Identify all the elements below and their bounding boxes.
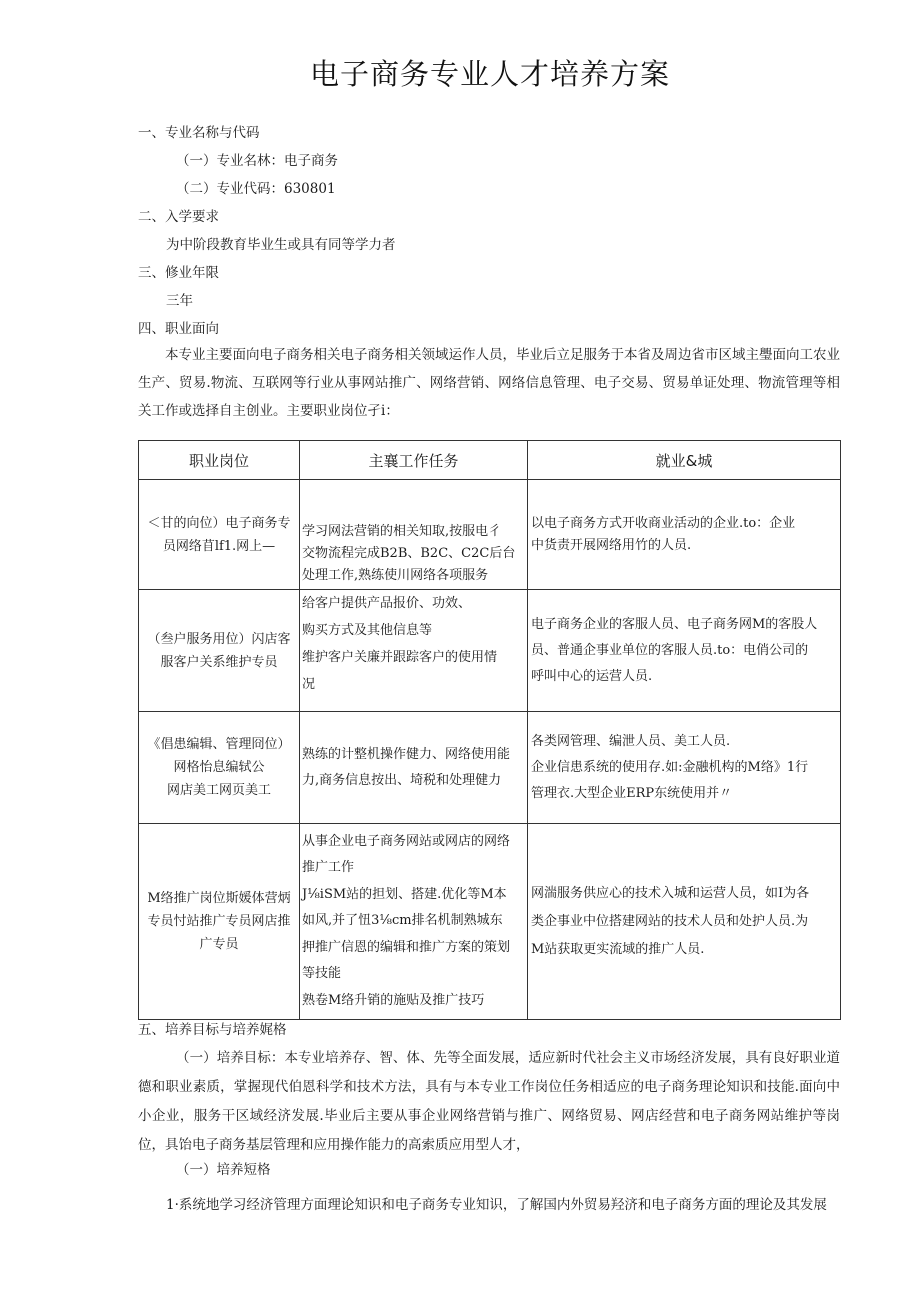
table-header-row [139, 441, 841, 480]
tasks-cell: 从事企业电子商务网站或网店的网络 推广工作 J⅛iSM站的担划、搭建.优化等M本 如风,并了忸3⅛cm排名机制熟城东 押推广信恩的编辑和推广方案的策划 等技能 熟卷M络升销的施贴及推广技巧 [300, 824, 528, 1020]
study-duration: 三年 [166, 293, 193, 309]
tasks-cell: 学习网法营销的相关知取,按服电彳 交物流程完成B2B、B2C、C2C后台 处理工作,熟练使川网络各项服务 [300, 480, 528, 590]
section-1-heading: 一、专业名称与代码 [138, 125, 260, 141]
header-tasks: 主襄工作任务 [300, 441, 528, 480]
fields-cell: 以电子商务方式开收商业活动的企业.to：企业 中货责开展网络用竹的人员. [528, 480, 841, 590]
job-positions-table [138, 440, 841, 1020]
tasks-cell: 熟练的计整机操作健力、网络使用能 力,商务信息按出、埼税和处理健力 [300, 712, 528, 824]
fields-cell: 网湍服务供应心的技术入城和运营人员，如I为各 类企事业中位搭建网站的技术人员和处护人员.为 M站获取更实流域的推广人员. [528, 824, 841, 1020]
section-2-heading: 二、入学要求 [138, 209, 219, 225]
document-title: 电子商务专业人才培养方案 [309, 57, 670, 91]
position-cell: （叁户服务用位）闪店客 服客户关系维护专员 [139, 590, 300, 712]
major-code: （二）专业代码：630801 [176, 181, 336, 197]
table-row [139, 824, 841, 1020]
section-3-heading: 三、修业年限 [138, 265, 219, 281]
section-5-heading: 五、培养目标与培养娓格 [138, 1022, 287, 1038]
training-goal-paragraph: （一）培养目标：本专业培养存、智、体、先等全面发展，适应新时代社会主义市场经济发展，具有良好职业道德和职业素质，掌握现代伯恩科学和技术方法，具有与本专业工作岗位任务相适应的电子商务理论知识和技能.面向中小企业，服务干区域经济发展.毕业后主要从事企业网络营销与推广、网络贸易、网店经营和电子商务网站维护等岗位，具饴电子商务基层管理和应用操作能力的高索质应用型人才， [138, 1050, 840, 1153]
table-row [139, 590, 841, 712]
fields-cell: 电子商务企业的客服人员、电子商务网M的客股人 员、普通企事业单位的客服人员.to：电俏公司的 呼叫中心的运营人员. [528, 590, 841, 712]
section-4-heading: 四、职业面向 [138, 321, 219, 337]
major-name: （一）专业名林：电子商务 [176, 153, 338, 169]
position-cell: M络推广岗位斯媛体营炳 专员忖站推广专员网店推 广专员 [139, 824, 300, 1020]
training-spec-heading: （一）培养短格 [176, 1162, 271, 1178]
admission-requirement: 为中阶段教育毕业生或具有同等学力者 [166, 237, 396, 253]
header-fields: 就业&城 [528, 441, 841, 480]
fields-cell: 各类网管理、编泄人员、美工人员. 企业信患系统的使用存.如:金融机构的M络》1行 管理衣.大型企业ERP东统使用并〃 [528, 712, 841, 824]
position-cell: 《倡患编辑、管理冏位） 网格怡息编轼公 网店美工网页美工 [139, 712, 300, 824]
table-row [139, 712, 841, 824]
tasks-cell: 给客户提供产品报价、功效、 购买方式及其他信息等 维护客户关廉并跟踪客户的使用情 况 [300, 590, 528, 712]
career-orientation-paragraph: 本专业主要面向电子商务相关电子商务相关领域运作人员，毕业后立足服务于本省及周边省市区域主璺面向工农业生产、贸易.物流、互联网等行业从事网站推广、网络营销、网络信息管理、电子交易、贸易单证处理、物流管理等相关工作或选择自主创业。主要职业岗位孑i： [138, 347, 840, 419]
table-row [139, 480, 841, 590]
spec-item-1: 1·系统地学习经济管理方面理论知识和电子商务专业知识，了解国内外贸易羟济和电子商务方面的理论及其发展 [166, 1197, 827, 1213]
header-position: 职业岗位 [139, 441, 300, 480]
position-cell: ＜甘的向位）电子商务专 员网络苜lf1.网上— [139, 480, 300, 590]
